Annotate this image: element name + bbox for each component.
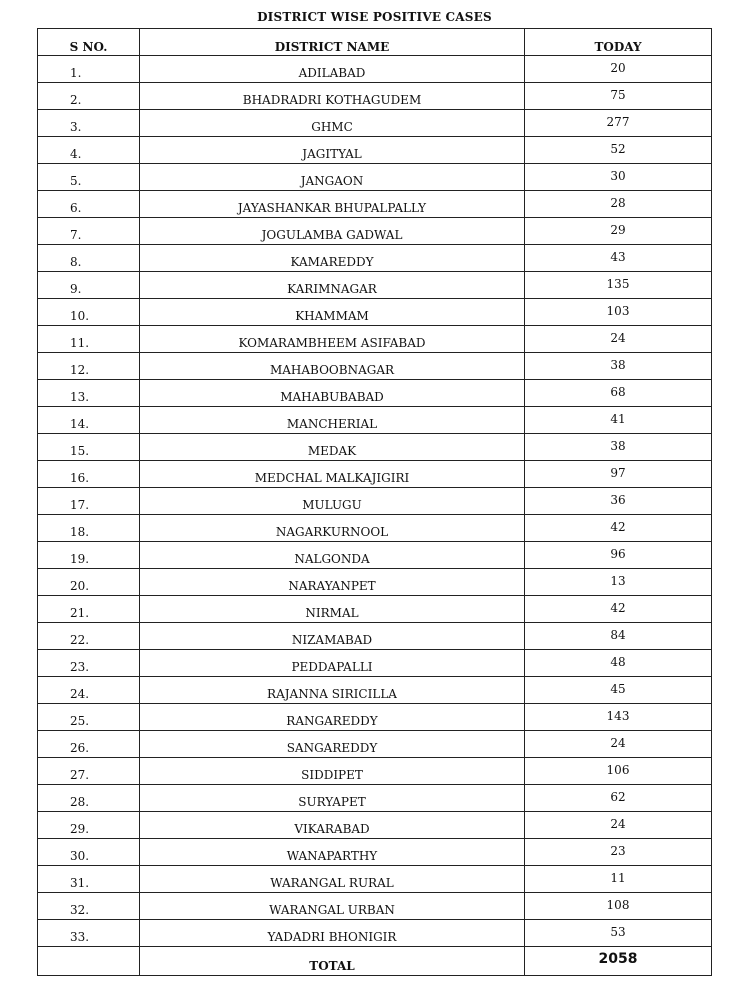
sno-cell: 2. bbox=[38, 83, 140, 110]
today-count-cell: 24 bbox=[525, 326, 712, 353]
sno-cell: 16. bbox=[38, 461, 140, 488]
district-name-cell: NAGARKURNOOL bbox=[140, 515, 525, 542]
table-row bbox=[38, 110, 712, 137]
table-row bbox=[38, 677, 712, 704]
sno-cell: 18. bbox=[38, 515, 140, 542]
sno-cell: 30. bbox=[38, 839, 140, 866]
sno-cell: 15. bbox=[38, 434, 140, 461]
today-count-cell: 84 bbox=[525, 623, 712, 650]
sno-cell: 14. bbox=[38, 407, 140, 434]
table-row bbox=[38, 164, 712, 191]
sno-cell: 33. bbox=[38, 920, 140, 947]
today-count-cell: 36 bbox=[525, 488, 712, 515]
today-count-cell: 106 bbox=[525, 758, 712, 785]
today-count-cell: 43 bbox=[525, 245, 712, 272]
sno-cell: 28. bbox=[38, 785, 140, 812]
today-count-cell: 38 bbox=[525, 434, 712, 461]
district-name-cell: NIZAMABAD bbox=[140, 623, 525, 650]
district-name-cell: MEDAK bbox=[140, 434, 525, 461]
sno-cell: 17. bbox=[38, 488, 140, 515]
table-row bbox=[38, 596, 712, 623]
today-count-cell: 42 bbox=[525, 596, 712, 623]
sno-cell: 19. bbox=[38, 542, 140, 569]
district-name-cell: BHADRADRI KOTHAGUDEM bbox=[140, 83, 525, 110]
table-row bbox=[38, 758, 712, 785]
sno-cell: 13. bbox=[38, 380, 140, 407]
sno-cell: 21. bbox=[38, 596, 140, 623]
today-count-cell: 52 bbox=[525, 137, 712, 164]
district-name-cell: JAGITYAL bbox=[140, 137, 525, 164]
sno-cell: 11. bbox=[38, 326, 140, 353]
district-name-cell: KAMAREDDY bbox=[140, 245, 525, 272]
today-count-cell: 29 bbox=[525, 218, 712, 245]
table-row bbox=[38, 272, 712, 299]
district-name-cell: SANGAREDDY bbox=[140, 731, 525, 758]
sno-cell: 12. bbox=[38, 353, 140, 380]
table-row bbox=[38, 623, 712, 650]
district-name-cell: MULUGU bbox=[140, 488, 525, 515]
table-row bbox=[38, 839, 712, 866]
sno-cell: 9. bbox=[38, 272, 140, 299]
sno-cell: 10. bbox=[38, 299, 140, 326]
today-count-cell: 53 bbox=[525, 920, 712, 947]
table-row bbox=[38, 137, 712, 164]
district-name-cell: PEDDAPALLI bbox=[140, 650, 525, 677]
sno-cell: 5. bbox=[38, 164, 140, 191]
district-name-cell: MAHABUBABAD bbox=[140, 380, 525, 407]
district-name-cell: MAHABOOBNAGAR bbox=[140, 353, 525, 380]
table-row bbox=[38, 380, 712, 407]
today-count-cell: 108 bbox=[525, 893, 712, 920]
sno-cell: 27. bbox=[38, 758, 140, 785]
district-name-cell: SIDDIPET bbox=[140, 758, 525, 785]
sno-cell: 24. bbox=[38, 677, 140, 704]
today-count-cell: 38 bbox=[525, 353, 712, 380]
table-row bbox=[38, 515, 712, 542]
table-row bbox=[38, 542, 712, 569]
table-row bbox=[38, 785, 712, 812]
table-row bbox=[38, 245, 712, 272]
district-name-cell: VIKARABAD bbox=[140, 812, 525, 839]
table-row bbox=[38, 56, 712, 83]
today-count-cell: 11 bbox=[525, 866, 712, 893]
sno-cell: 32. bbox=[38, 893, 140, 920]
district-name-cell: NALGONDA bbox=[140, 542, 525, 569]
sno-cell: 4. bbox=[38, 137, 140, 164]
today-count-cell: 48 bbox=[525, 650, 712, 677]
table-row bbox=[38, 704, 712, 731]
table-row bbox=[38, 299, 712, 326]
today-count-cell: 68 bbox=[525, 380, 712, 407]
sno-cell: 25. bbox=[38, 704, 140, 731]
today-count-cell: 23 bbox=[525, 839, 712, 866]
header-today: TODAY bbox=[525, 29, 712, 56]
table-row bbox=[38, 218, 712, 245]
today-count-cell: 62 bbox=[525, 785, 712, 812]
today-count-cell: 41 bbox=[525, 407, 712, 434]
today-count-cell: 97 bbox=[525, 461, 712, 488]
today-count-cell: 103 bbox=[525, 299, 712, 326]
sno-cell: 3. bbox=[38, 110, 140, 137]
sno-cell: 8. bbox=[38, 245, 140, 272]
header-row bbox=[38, 29, 712, 56]
table-row bbox=[38, 461, 712, 488]
sno-cell: 1. bbox=[38, 56, 140, 83]
total-label: TOTAL bbox=[140, 947, 525, 976]
today-count-cell: 143 bbox=[525, 704, 712, 731]
sno-cell: 6. bbox=[38, 191, 140, 218]
district-name-cell: NIRMAL bbox=[140, 596, 525, 623]
total-sno-cell bbox=[38, 947, 140, 976]
table-row bbox=[38, 191, 712, 218]
today-count-cell: 96 bbox=[525, 542, 712, 569]
sno-cell: 22. bbox=[38, 623, 140, 650]
today-count-cell: 277 bbox=[525, 110, 712, 137]
today-count-cell: 13 bbox=[525, 569, 712, 596]
table-row bbox=[38, 866, 712, 893]
total-value: 2058 bbox=[525, 947, 712, 976]
today-count-cell: 24 bbox=[525, 731, 712, 758]
district-name-cell: SURYAPET bbox=[140, 785, 525, 812]
district-name-cell: YADADRI BHONIGIR bbox=[140, 920, 525, 947]
table-row bbox=[38, 893, 712, 920]
sno-cell: 20. bbox=[38, 569, 140, 596]
table-row bbox=[38, 326, 712, 353]
today-count-cell: 45 bbox=[525, 677, 712, 704]
today-count-cell: 28 bbox=[525, 191, 712, 218]
district-name-cell: RAJANNA SIRICILLA bbox=[140, 677, 525, 704]
today-count-cell: 20 bbox=[525, 56, 712, 83]
today-count-cell: 135 bbox=[525, 272, 712, 299]
district-name-cell: WARANGAL RURAL bbox=[140, 866, 525, 893]
district-cases-table bbox=[37, 28, 712, 976]
district-name-cell: MANCHERIAL bbox=[140, 407, 525, 434]
today-count-cell: 30 bbox=[525, 164, 712, 191]
district-name-cell: JOGULAMBA GADWAL bbox=[140, 218, 525, 245]
sno-cell: 7. bbox=[38, 218, 140, 245]
table-row bbox=[38, 83, 712, 110]
sno-cell: 26. bbox=[38, 731, 140, 758]
district-name-cell: WANAPARTHY bbox=[140, 839, 525, 866]
table-body bbox=[38, 56, 712, 947]
total-row bbox=[38, 947, 712, 976]
district-name-cell: MEDCHAL MALKAJIGIRI bbox=[140, 461, 525, 488]
district-name-cell: WARANGAL URBAN bbox=[140, 893, 525, 920]
district-name-cell: GHMC bbox=[140, 110, 525, 137]
today-count-cell: 75 bbox=[525, 83, 712, 110]
district-name-cell: JAYASHANKAR BHUPALPALLY bbox=[140, 191, 525, 218]
district-name-cell: JANGAON bbox=[140, 164, 525, 191]
table-row bbox=[38, 353, 712, 380]
district-name-cell: NARAYANPET bbox=[140, 569, 525, 596]
district-name-cell: ADILABAD bbox=[140, 56, 525, 83]
table-row bbox=[38, 812, 712, 839]
today-count-cell: 24 bbox=[525, 812, 712, 839]
today-count-cell: 42 bbox=[525, 515, 712, 542]
table-row bbox=[38, 488, 712, 515]
header-sno: S NO. bbox=[38, 29, 140, 56]
table-row bbox=[38, 731, 712, 758]
district-name-cell: KHAMMAM bbox=[140, 299, 525, 326]
sno-cell: 29. bbox=[38, 812, 140, 839]
sno-cell: 23. bbox=[38, 650, 140, 677]
district-name-cell: KOMARAMBHEEM ASIFABAD bbox=[140, 326, 525, 353]
district-name-cell: RANGAREDDY bbox=[140, 704, 525, 731]
table-row bbox=[38, 920, 712, 947]
table-row bbox=[38, 407, 712, 434]
district-name-cell: KARIMNAGAR bbox=[140, 272, 525, 299]
table-row bbox=[38, 569, 712, 596]
page-title: DISTRICT WISE POSITIVE CASES bbox=[257, 10, 492, 24]
table-row bbox=[38, 650, 712, 677]
table-row bbox=[38, 434, 712, 461]
sno-cell: 31. bbox=[38, 866, 140, 893]
header-district-name: DISTRICT NAME bbox=[140, 29, 525, 56]
